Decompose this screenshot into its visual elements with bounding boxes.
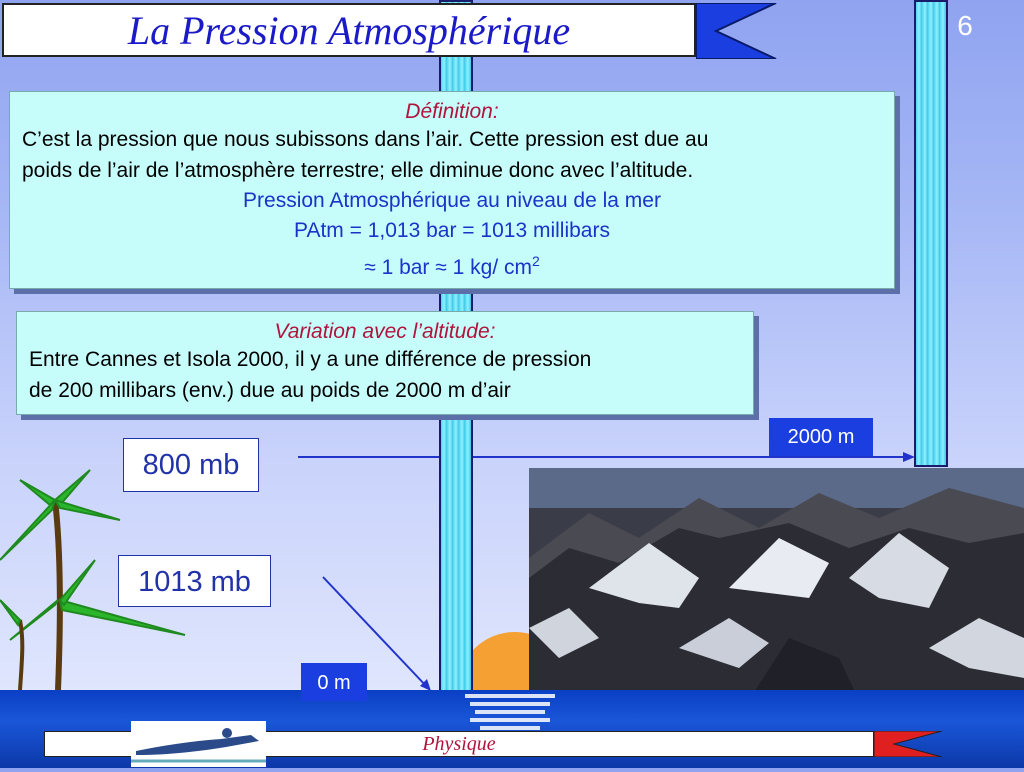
definition-box: [9, 91, 895, 289]
title-banner: [2, 3, 696, 57]
variation-heading: Variation avec l’altitude:: [274, 320, 496, 343]
definition-heading: Définition:: [405, 100, 499, 123]
definition-text-line1: C’est la pression que nous subissons dans l’air. Cette pression est due au: [22, 128, 709, 151]
diver-logo: [131, 721, 266, 767]
altitude-scale-bar-right: [914, 0, 948, 467]
footer-subject: Physique: [422, 733, 496, 755]
variation-box: [16, 311, 754, 415]
approx-superscript: 2: [531, 253, 540, 269]
page-title: La Pression Atmosphérique: [127, 8, 571, 53]
patm-value: PAtm = 1,013 bar = 1013 millibars: [294, 219, 610, 242]
altitude-tag-0: 0 m: [301, 663, 367, 701]
approx-value: [22, 246, 882, 283]
pressure-label-800: 800 mb: [123, 438, 259, 492]
pennant-flag-icon: [696, 3, 778, 59]
pennant-flag-icon: [874, 731, 944, 757]
definition-text-line2: poids de l’air de l’atmosphère terrestre; elle diminue donc avec l’altitude.: [22, 159, 694, 182]
variation-text-line1: Entre Cannes et Isola 2000, il y a une différence de pression: [29, 348, 592, 371]
approx-text: ≈ 1 bar ≈ 1 kg/ cm: [364, 256, 532, 279]
pressure-label-1013: 1013 mb: [118, 555, 271, 607]
variation-text-line2: de 200 millibars (env.) due au poids de 2000 m d’air: [29, 379, 511, 402]
sun-reflection-icon: [465, 694, 555, 730]
mountain-photo: [529, 468, 1024, 700]
slide-number: 6: [957, 10, 973, 41]
sea-level-heading: Pression Atmosphérique au niveau de la mer: [243, 189, 661, 212]
altitude-tag-2000: 2000 m: [769, 418, 873, 456]
